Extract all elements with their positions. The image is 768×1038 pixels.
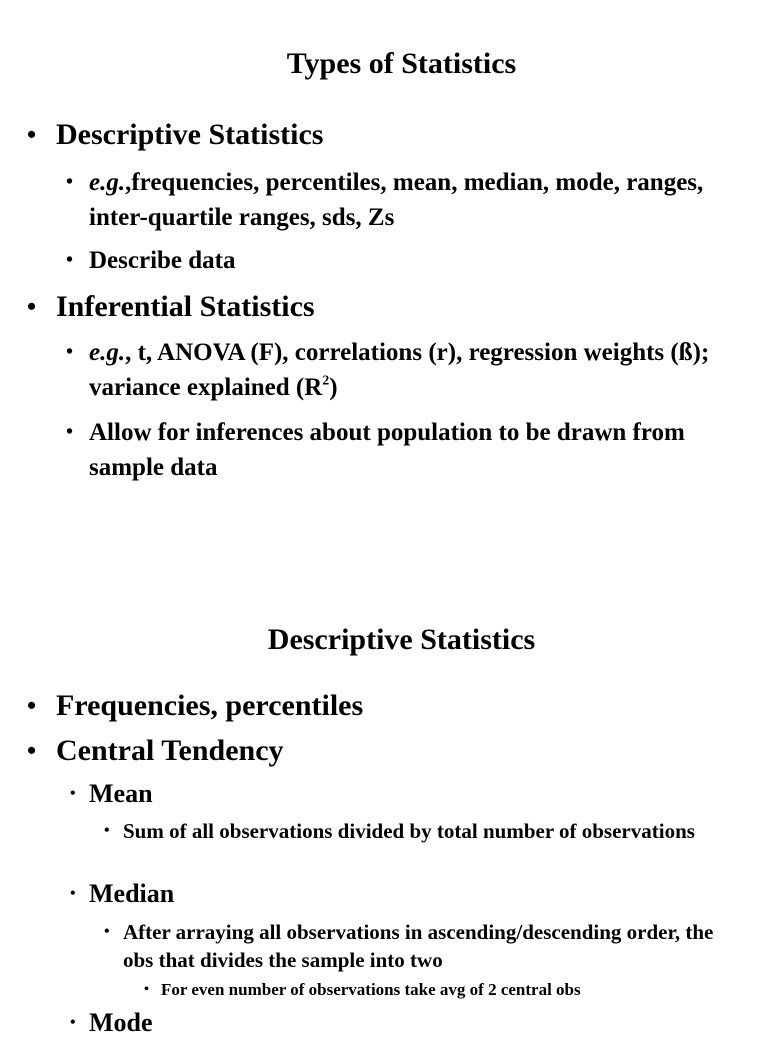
bullet-mode: • Mode [70,1008,153,1037]
bullet-icon: • [70,1014,76,1031]
slide-title: Descriptive Statistics [267,623,536,656]
bullet-median: • Median [70,879,175,908]
bullet-frequencies-percentiles: • Frequencies, percentiles [27,689,364,722]
bullet-descriptive-examples: • e.g.,frequencies, percentiles, mean, median, mode, ranges, inter-quartile ranges, sds, Zs [89,165,749,235]
bullet-icon: • [66,421,74,443]
bullet-icon: • [104,923,110,940]
bullet-icon: • [27,292,37,321]
bullet-icon: • [66,341,74,363]
bullet-icon: • [27,120,37,149]
bullet-icon: • [104,822,110,839]
bullet-icon: • [66,249,74,271]
bullet-icon: • [70,785,76,802]
slide-title: Types of Statistics [286,47,517,80]
bullet-icon: • [27,736,37,765]
bullet-mean: • Mean [70,779,153,808]
bullet-descriptive-statistics: • Descriptive Statistics [27,118,324,151]
bullet-icon: • [66,171,74,193]
bullet-icon: • [144,982,149,997]
bullet-describe-data: • Describe data [89,243,749,278]
bullet-median-definition: • After arraying all observations in ascending/descending order, the obs that divides the sample into two [104,920,714,972]
bullet-icon: • [27,691,37,720]
bullet-allow-inferences: • Allow for inferences about population to be drawn from sample data [89,415,749,485]
bullet-inferential-statistics: • Inferential Statistics [27,290,315,323]
bullet-mean-definition: • Sum of all observations divided by total number of observations [104,819,695,843]
bullet-median-even: • For even number of observations take avg of 2 central obs [144,980,581,999]
bullet-inferential-examples: • e.g., t, ANOVA (F), correlations (r), regression weights (ß); variance explained $(R^2)$ [89,335,749,405]
bullet-central-tendency: • Central Tendency [27,734,284,767]
bullet-icon: • [70,885,76,902]
